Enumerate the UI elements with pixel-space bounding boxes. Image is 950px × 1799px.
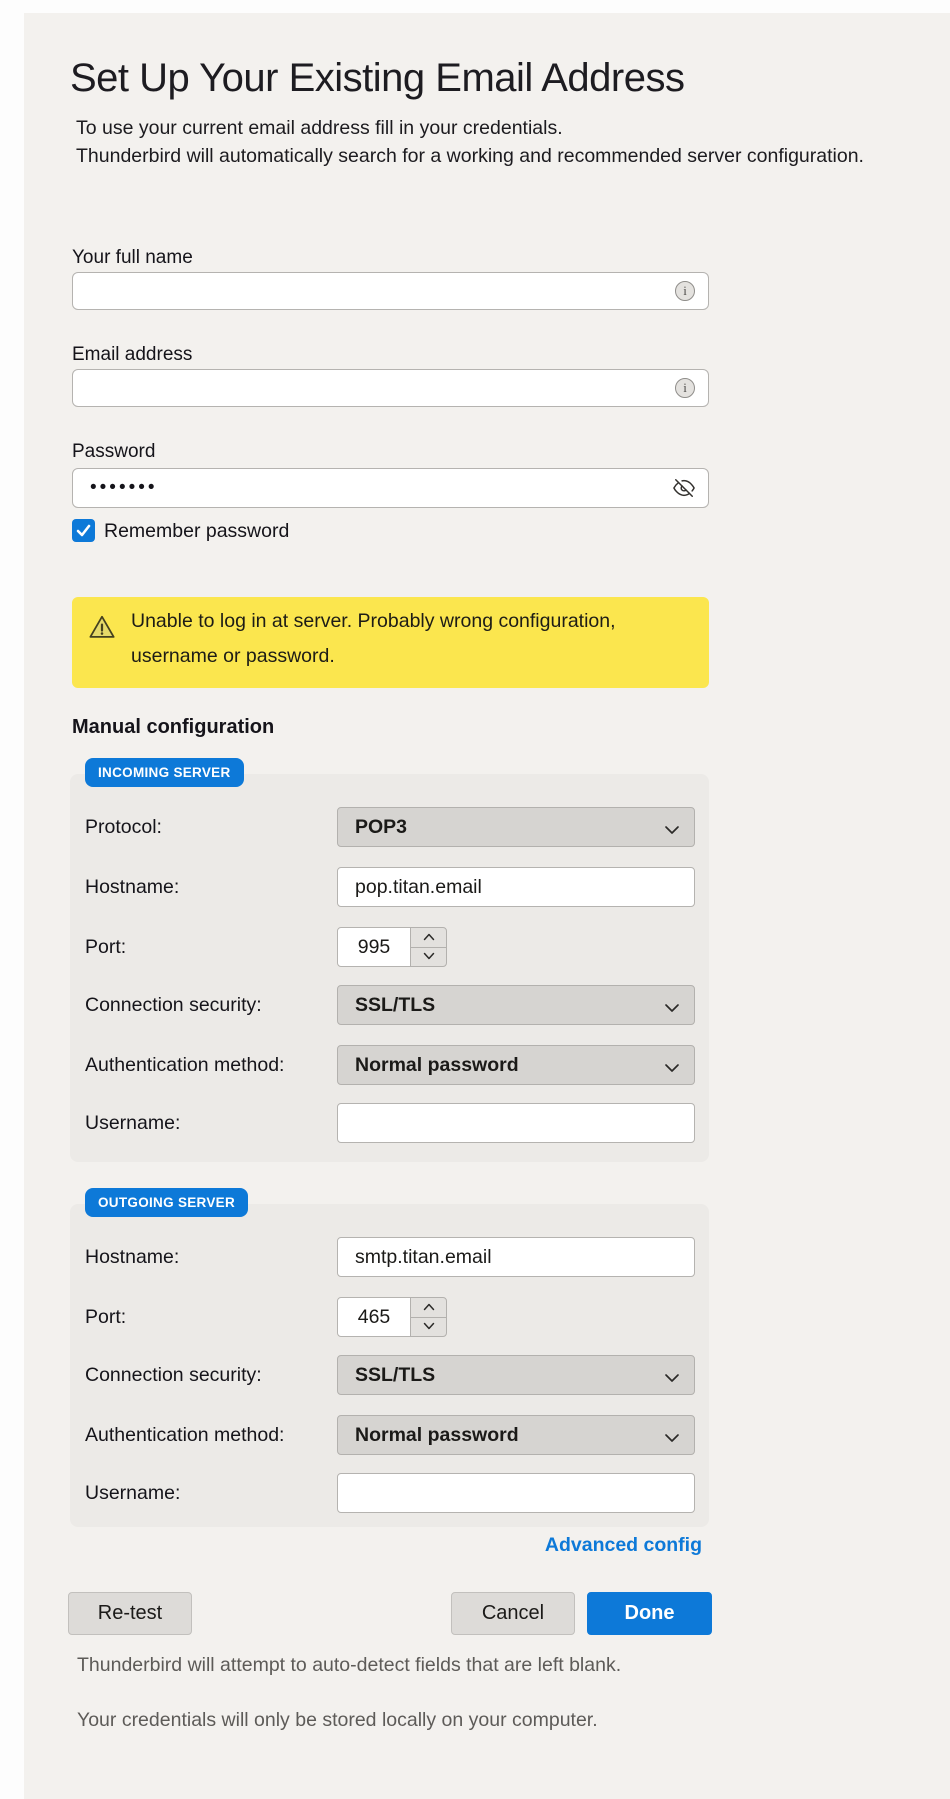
footer-note-credentials: Your credentials will only be stored locally on your computer. [77, 1709, 598, 1731]
incoming-username-input[interactable] [337, 1103, 695, 1143]
incoming-hostname-label: Hostname: [85, 876, 180, 898]
chevron-up-icon [423, 933, 435, 941]
incoming-server-badge: INCOMING SERVER [85, 758, 244, 787]
outgoing-hostname-input[interactable] [337, 1237, 695, 1277]
chevron-down-icon [664, 1370, 680, 1380]
eye-off-icon[interactable] [673, 477, 695, 499]
email-input[interactable] [72, 369, 709, 407]
stepper-down-button[interactable] [411, 947, 446, 966]
outgoing-server-badge: OUTGOING SERVER [85, 1188, 248, 1217]
incoming-security-select[interactable] [337, 985, 695, 1025]
outgoing-security-select[interactable] [337, 1355, 695, 1395]
incoming-security-value: SSL/TLS [355, 994, 436, 1016]
outgoing-auth-value: Normal password [355, 1424, 519, 1446]
password-masked-value: ••••••• [90, 477, 158, 498]
outgoing-username-label: Username: [85, 1482, 181, 1504]
incoming-auth-label: Authentication method: [85, 1054, 285, 1076]
password-input[interactable] [72, 468, 709, 508]
chevron-up-icon [423, 1303, 435, 1311]
chevron-down-icon [664, 1430, 680, 1440]
error-banner [72, 597, 709, 688]
remember-password-label[interactable]: Remember password [104, 520, 290, 542]
outgoing-username-input[interactable] [337, 1473, 695, 1513]
incoming-server-panel [70, 774, 709, 1162]
outgoing-port-label: Port: [85, 1306, 127, 1328]
incoming-hostname-value: pop.titan.email [355, 876, 482, 898]
outgoing-port-input[interactable]: 465 [337, 1297, 411, 1337]
protocol-select[interactable] [337, 807, 695, 847]
full-name-label: Your full name [72, 247, 193, 268]
incoming-security-label: Connection security: [85, 994, 262, 1016]
chevron-down-icon [664, 1060, 680, 1070]
warning-triangle-icon [88, 613, 116, 641]
password-label: Password [72, 441, 156, 462]
outgoing-security-value: SSL/TLS [355, 1364, 436, 1386]
email-label: Email address [72, 344, 193, 365]
outgoing-auth-label: Authentication method: [85, 1424, 285, 1446]
footer-note-autodetect: Thunderbird will attempt to auto-detect fields that are left blank. [77, 1654, 622, 1676]
stepper-up-button[interactable] [411, 928, 446, 947]
outgoing-hostname-value: smtp.titan.email [355, 1246, 492, 1268]
remember-password-checkbox[interactable] [72, 519, 95, 542]
check-icon [75, 522, 92, 539]
outgoing-hostname-label: Hostname: [85, 1246, 180, 1268]
error-text-line1: Unable to log in at server. Probably wrong configuration, [131, 610, 616, 632]
info-icon[interactable]: i [675, 378, 695, 398]
full-name-input[interactable] [72, 272, 709, 310]
incoming-hostname-input[interactable] [337, 867, 695, 907]
info-icon[interactable]: i [675, 281, 695, 301]
page-subtitle-line1: To use your current email address fill in your credentials. [76, 117, 563, 139]
advanced-config-link[interactable]: Advanced config [544, 1534, 702, 1556]
chevron-down-icon [423, 952, 435, 960]
cancel-button[interactable]: Cancel [451, 1592, 575, 1635]
incoming-port-stepper [410, 927, 447, 967]
manual-configuration-heading: Manual configuration [72, 716, 275, 738]
outgoing-server-panel [70, 1204, 709, 1527]
incoming-auth-select[interactable] [337, 1045, 695, 1085]
outgoing-security-label: Connection security: [85, 1364, 262, 1386]
incoming-username-label: Username: [85, 1112, 181, 1134]
incoming-auth-value: Normal password [355, 1054, 519, 1076]
chevron-down-icon [664, 822, 680, 832]
done-button[interactable]: Done [587, 1592, 712, 1635]
page-subtitle-line2: Thunderbird will automatically search for a working and recommended server configuration. [76, 145, 864, 167]
protocol-value: POP3 [355, 816, 408, 838]
error-text-line2: username or password. [131, 645, 335, 667]
protocol-label: Protocol: [85, 816, 162, 838]
stepper-up-button[interactable] [411, 1298, 446, 1317]
chevron-down-icon [423, 1322, 435, 1330]
incoming-port-label: Port: [85, 936, 127, 958]
page-title: Set Up Your Existing Email Address [70, 56, 685, 100]
chevron-down-icon [664, 1000, 680, 1010]
outgoing-auth-select[interactable] [337, 1415, 695, 1455]
incoming-port-input[interactable]: 995 [337, 927, 411, 967]
retest-button[interactable]: Re-test [68, 1592, 192, 1635]
outgoing-port-stepper [410, 1297, 447, 1337]
stepper-down-button[interactable] [411, 1317, 446, 1336]
